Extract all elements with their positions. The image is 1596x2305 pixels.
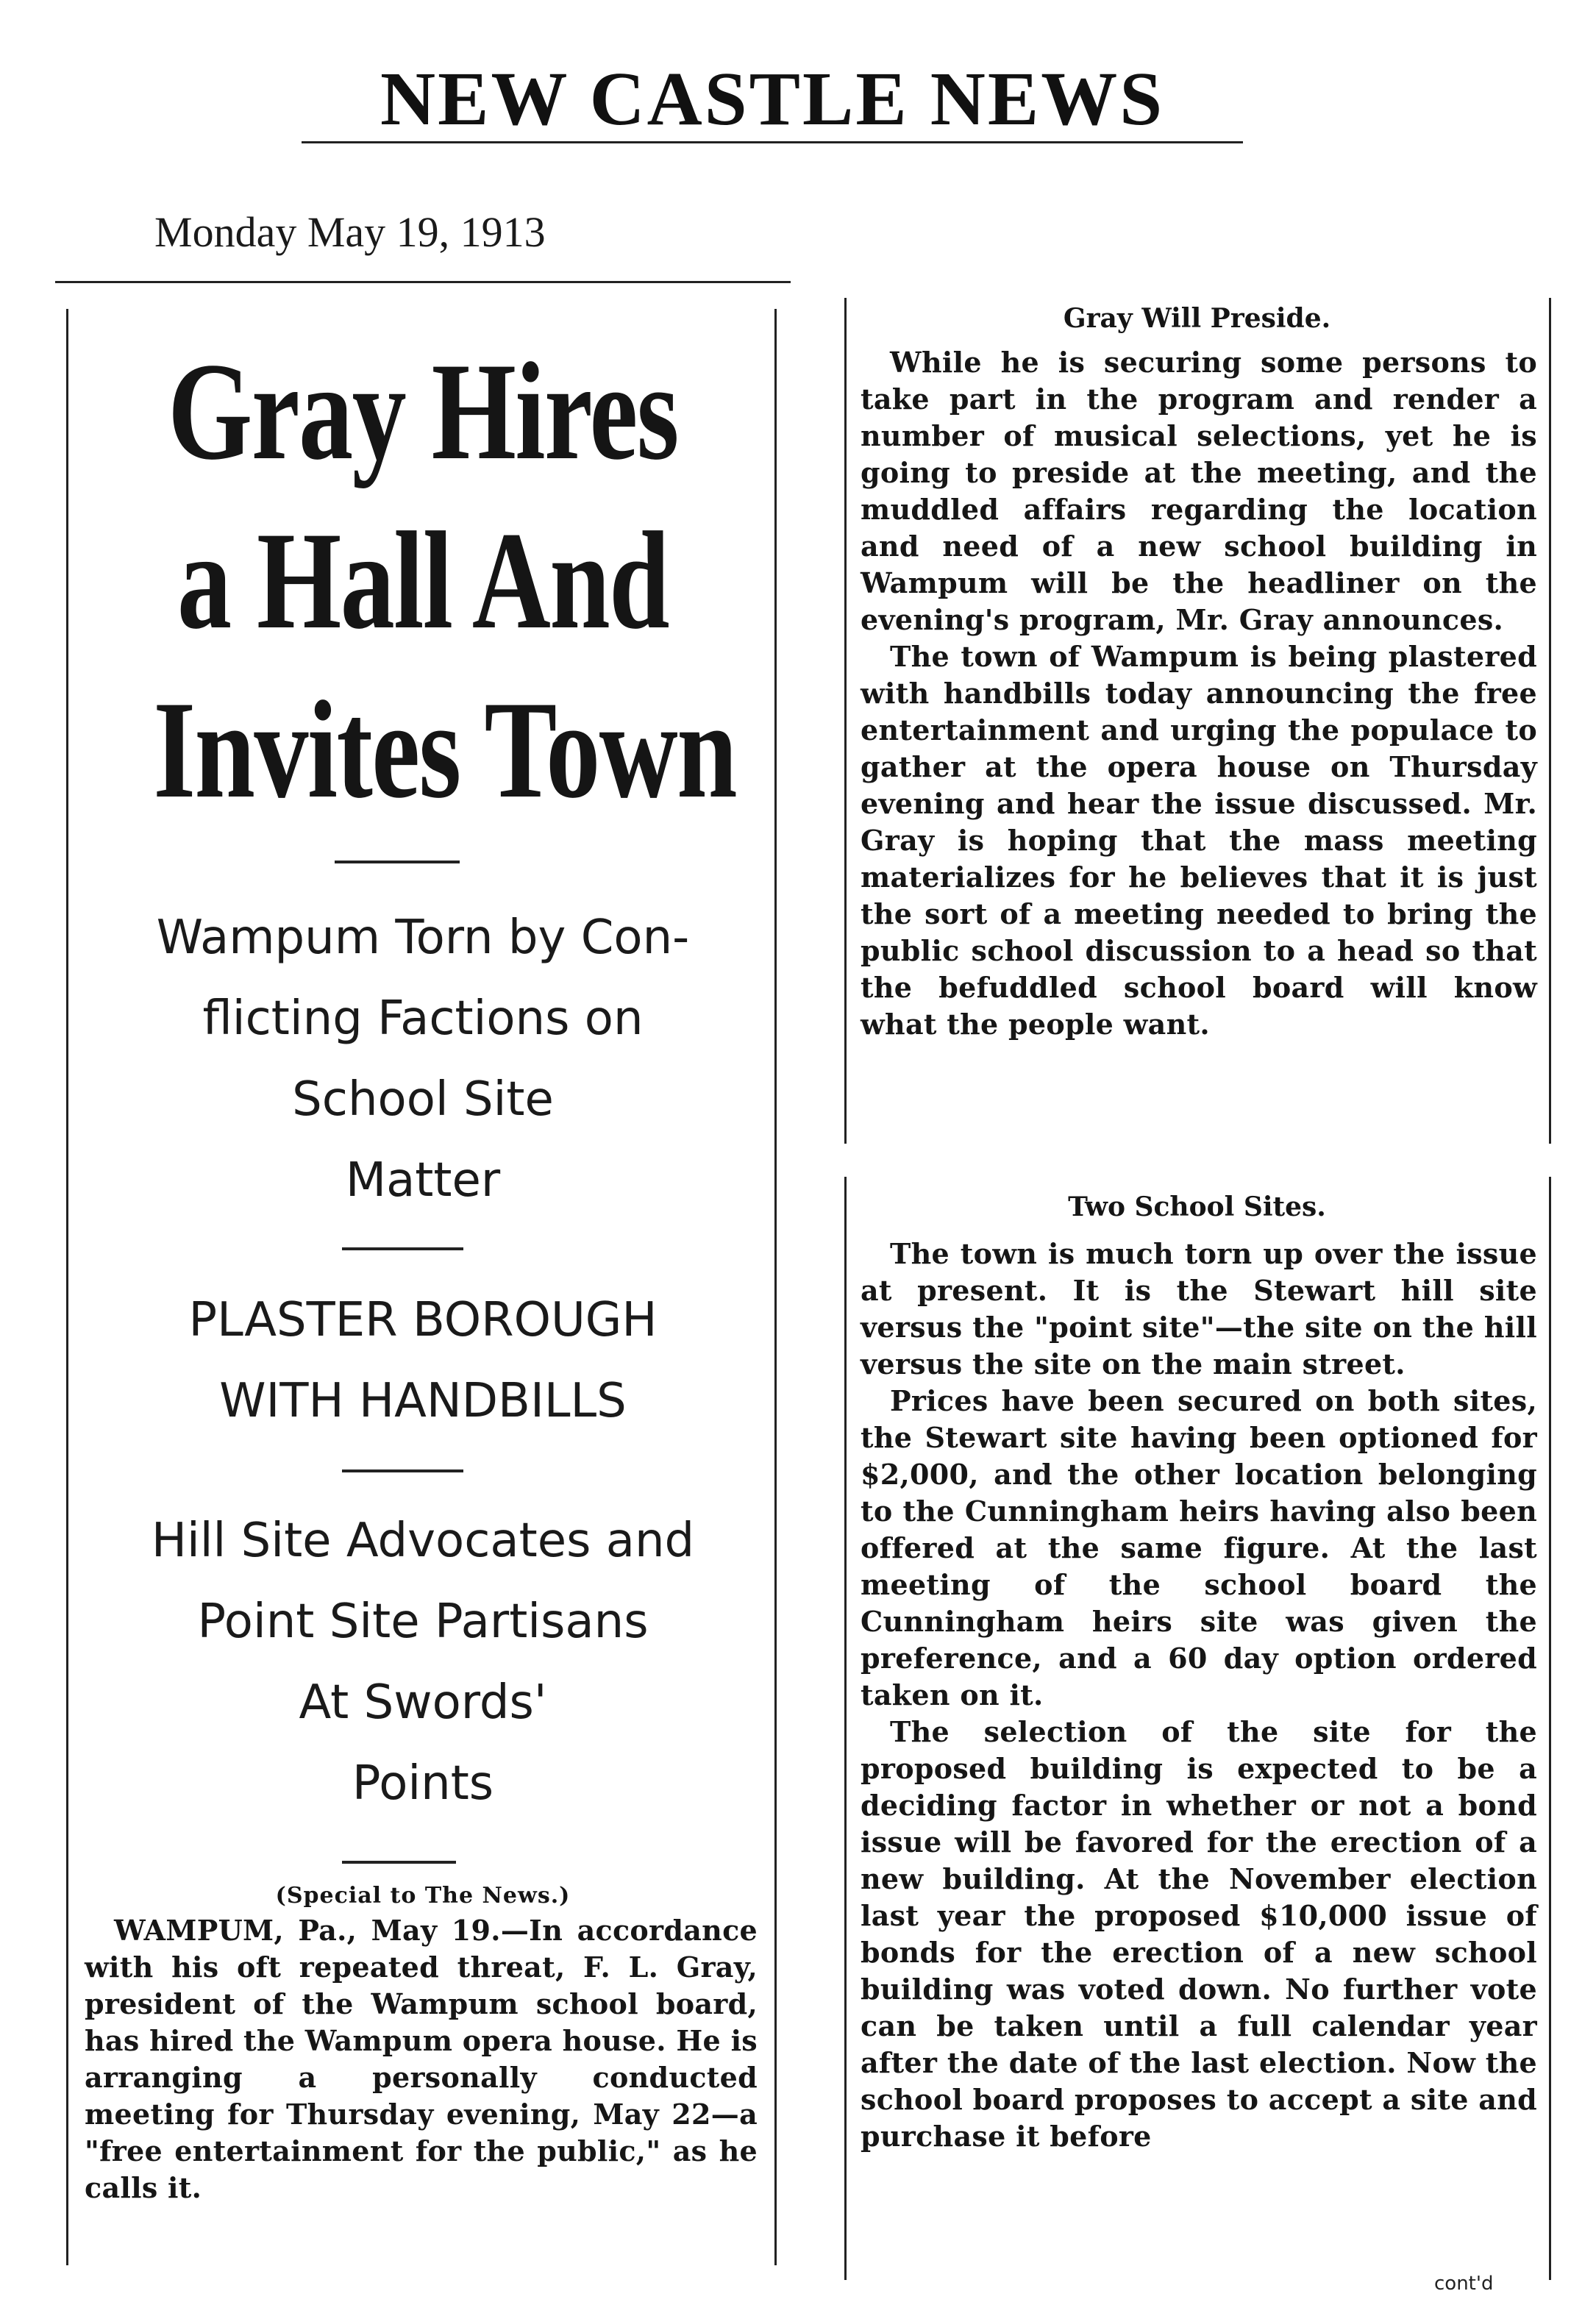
subhead-gray-will-preside: Gray Will Preside. — [1063, 303, 1331, 334]
masthead-underline — [302, 141, 1243, 143]
paragraph: The town of Wampum is being plastered with handbills today announcing the free entertainment and urging the populace to gather at the opera house on Thursday evening and hear the issue discussed. Mr. Gray is hoping that the mass meeting materializes for he believes that it is just the sort of a meeting needed to bring the public school discussion to a head so that the befuddled school board will know what the people want. — [861, 640, 1537, 1041]
subhead-two-school-sites: Two School Sites. — [1068, 1191, 1326, 1222]
deck-wampum-torn — [77, 897, 769, 1221]
deck-line: WITH HANDBILLS — [219, 1374, 627, 1428]
paragraph: While he is securing some persons to take part in the program and render a number of musical selections, yet he is going to preside at the meeting, and the muddled affairs regarding the location and need of a new school building in Wampum will be the headliner on the evening's program, Mr. Gray announces. — [861, 346, 1537, 636]
headline — [153, 327, 737, 835]
deck-line: flicting Factions on — [202, 991, 644, 1046]
publication-date: Monday May 19, 1913 — [154, 208, 546, 256]
divider-dash — [342, 1861, 456, 1864]
section-two-school-sites — [861, 1236, 1537, 2155]
headline-line: Gray Hires — [168, 335, 678, 489]
paragraph: The town is much torn up over the issue at present. It is the Stewart hill site versus the "point site"—the site on the hill versus the site on the main street. — [861, 1237, 1537, 1380]
deck-line: At Swords' — [299, 1675, 547, 1730]
headline-line: a Hall And — [177, 504, 669, 658]
deck-line: Point Site Partisans — [197, 1595, 649, 1649]
deck-plaster-borough — [77, 1280, 769, 1442]
deck-line: Points — [352, 1756, 494, 1811]
deck-line: Hill Site Advocates and — [151, 1514, 695, 1568]
lead-paragraph — [85, 1912, 758, 2206]
divider-dash — [335, 861, 460, 863]
headline-line: Invites Town — [153, 673, 737, 827]
continued-note: cont'd — [1434, 2273, 1494, 2295]
deck-hill-site — [77, 1500, 769, 1824]
masthead-title: NEW CASTLE NEWS — [380, 57, 1165, 141]
section-gray-will-preside — [861, 344, 1537, 1043]
divider-dash — [342, 1247, 463, 1250]
paragraph: Prices have been secured on both sites, the Stewart site having been optioned for $2,000, and the other location belonging to the Cunningham heirs having also been offered at the same figure. At the last meeting of the school board the Cunningham heirs site was given the preference, and a 60 day option ordered taken on it. — [861, 1384, 1537, 1711]
paragraph: The selection of the site for the proposed building is expected to be a deciding factor in whether or not a bond issue will be favored for the erection of a new building. At the November election last year the proposed $10,000 issue of bonds for the erection of a new school building was voted down. No further vote can be taken until a full calendar year after the date of the last election. Now the school board proposes to accept a site and purchase it before — [861, 1715, 1537, 2153]
deck-line: School Site — [292, 1072, 554, 1127]
paragraph: WAMPUM, Pa., May 19.—In accordance with his oft repeated threat, F. L. Gray, president of the Wampum school board, has hired the Wampum opera house. He is arranging a personally conducted meeting for Thursday evening, May 22—a "free entertainment for the public," as he calls it. — [85, 1914, 758, 2204]
deck-line: Wampum Torn by Con- — [156, 911, 690, 965]
deck-line: Matter — [345, 1153, 501, 1208]
divider-dash — [342, 1469, 463, 1472]
byline: (Special to The News.) — [275, 1883, 571, 1909]
deck-line: PLASTER BOROUGH — [188, 1293, 658, 1347]
column-top-rule — [55, 281, 791, 283]
